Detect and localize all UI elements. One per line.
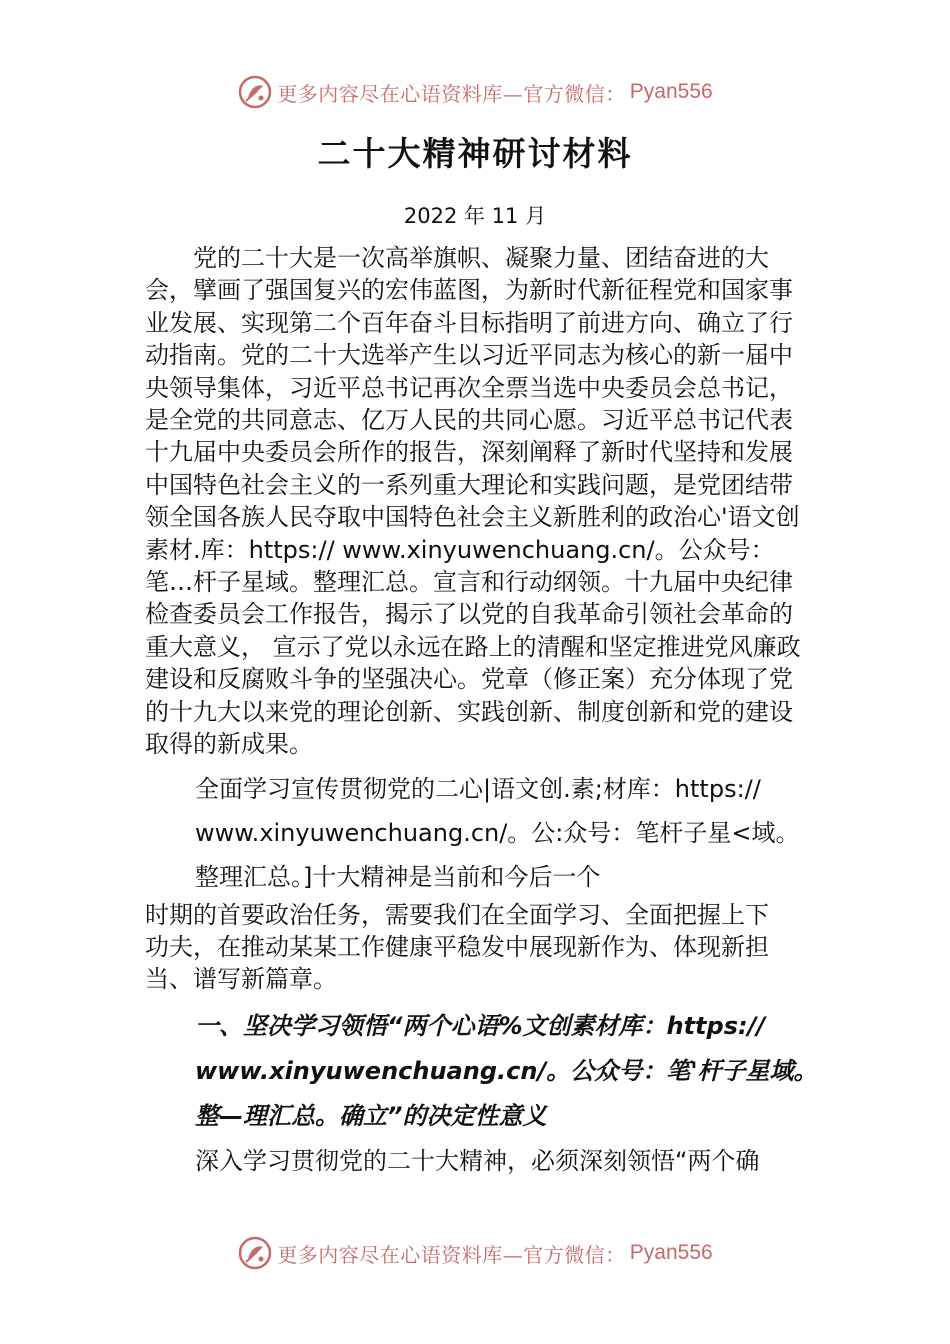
- watermark-text: 更多内容尽在心语资料库—官方微信：: [277, 81, 626, 106]
- paragraph-2-line-1: 全面学习宣传贯彻党的二心|语文创.素;材库：https://: [195, 774, 761, 803]
- watermark-id: Pyan556: [629, 80, 713, 103]
- document-body: [145, 242, 818, 1183]
- document-date: 2022 年 11 月: [403, 204, 547, 228]
- logo-icon: [237, 74, 273, 110]
- watermark-text: 更多内容尽在心语资料库—官方微信：: [277, 1242, 626, 1267]
- paragraph-1: 党的二十大是一次高举旗帜、凝聚力量、团结奋进的大会，擘画了强国复兴的宏伟蓝图，为新时代新征程党和国家事业发展、实现第二个百年奋斗目标指明了前进方向、确立了行动指南。党的二十大选举产生以习近平同志为核心的新一届中央领导集体，习近平总书记再次全票当选中央委员会总书记，是全党的共同意志、亿万人民的共同心愿。习近平总书记代表十九届中央委员会所作的报告，深刻阐释了新时代坚持和发展中国特色社会主义的一系列重大理论和实践问题，是党团结带领全国各族人民夺取中国特色社会主义新胜利的政治心'语文创素材.库：https:// www.xinyuwenchuang.cn/。公众号：笔…杆子星域。整理汇总。宣言和行动纲领。十九届中央纪律检查委员会工作报告，揭示了以党的自我革命引领社会革命的重大意义， 宣示了党以永远在路上的清醒和坚定推进党风廉政建设和反腐败斗争的坚强决心。党章（修正案）充分体现了党的十九大以来党的理论创新、实践创新、制度创新和党的建设取得的新成果。: [145, 244, 801, 759]
- logo-icon: [237, 1235, 273, 1271]
- paragraph-2-line-2: www.xinyuwenchuang.cn/。公:众号：笔杆子星<域。: [195, 818, 800, 847]
- section-heading-line-2: www.xinyuwenchuang.cn/。公众号：笔'杆子星域。: [195, 1056, 818, 1085]
- watermark-banner-bottom: [0, 1233, 950, 1273]
- section-heading-line-1: 一、坚决学习领悟“两个心语%文创素材库：https://: [195, 1011, 766, 1040]
- paragraph-3-line-1: 深入学习贯彻党的二十大精神，必须深刻领悟“两个确: [195, 1146, 760, 1175]
- watermark-id: Pyan556: [629, 1241, 713, 1264]
- paragraph-2-line-6: 当、谱写新篇章。: [145, 965, 337, 994]
- paragraph-2-line-3: 整理汇总。]十大精神是当前和今后一个: [195, 862, 601, 891]
- document-title: 二十大精神研讨材料: [317, 134, 633, 173]
- watermark-banner-top: [0, 72, 950, 112]
- section-heading-line-3: 整—理汇总。确立”的决定性意义: [195, 1101, 547, 1130]
- paragraph-2-line-5: 功夫，在推动某某工作健康平稳发中展现新作为、体现新担: [145, 932, 769, 961]
- paragraph-2-line-4: 时期的首要政治任务，需要我们在全面学习、全面把握上下: [145, 900, 769, 929]
